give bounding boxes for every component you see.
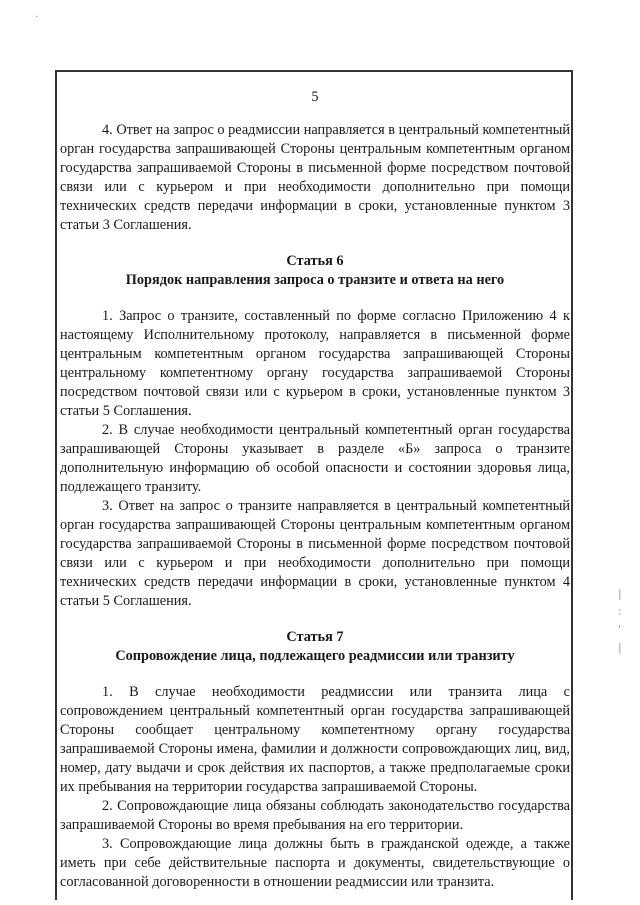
scan-margin-marks: | : ' | (618, 587, 622, 654)
paragraph-art5-item4: 4. Ответ на запрос о реадмиссии направляется в центральный компетентный орган государства запрашивающей Стороны центральным компетентным органом государства запрашиваемой Стороны в письменной форме посредством почтовой связи или с курьером и при необходимости дополнительно при помощи технических средств передачи информации в сроки, установленные пунктом 3 статьи 3 Соглашения. (60, 122, 570, 233)
article-6-subtitle: Порядок направления запроса о транзите и ответа на него (125, 272, 505, 288)
paragraph-art7-item3: 3. Сопровождающие лица должны быть в гражданской одежде, а также иметь при себе действительные паспорта и документы, свидетельствующие о согласованной договоренности в отношении реадмиссии или транзита. (60, 836, 570, 890)
scan-speck: · (35, 12, 39, 23)
document-page (60, 88, 570, 892)
paragraph-art6-item1: 1. Запрос о транзите, составленный по форме согласно Приложению 4 к настоящему Исполнительному протоколу, направляется в письменной форме центральным компетентным органом государства запрашивающей Стороны центральному компетентному органу государства запрашиваемой Стороны посредством почтовой связи или с курьером в сроки, установленные пунктом 3 статьи 5 Соглашения. (60, 308, 570, 419)
page-number: 5 (311, 89, 319, 105)
article-6-title: Статья 6 (286, 253, 344, 269)
paragraph-art6-item2: 2. В случае необходимости центральный компетентный орган государства запрашивающей Стороны указывает в разделе «Б» запроса о транзите дополнительную информацию об особой опасности и состоянии здоровья лица, подлежащего транзиту. (60, 422, 570, 495)
paragraph-art7-item1: 1. В случае необходимости реадмиссии или транзита лица с сопровождением центральный компетентный орган государства запрашивающей Стороны сообщает центральному компетентному органу государства запрашиваемой Стороны имена, фамилии и должности сопровождающих лиц, вид, номер, дату выдачи и срок действия их паспортов, а также предполагаемые сроки их пребывания на территории государства запрашиваемой Стороны. (60, 684, 570, 795)
article-7-title: Статья 7 (286, 629, 344, 645)
article-7-subtitle: Сопровождение лица, подлежащего реадмиссии или транзиту (115, 648, 515, 664)
paragraph-art6-item3: 3. Ответ на запрос о транзите направляется в центральный компетентный орган государства запрашивающей Стороны центральным компетентным органом государства запрашиваемой Стороны в письменной форме посредством почтовой связи или с курьером и при необходимости дополнительно при помощи технических средств передачи информации в сроки, установленные пунктом 4 статьи 5 Соглашения. (60, 498, 570, 609)
paragraph-art7-item2: 2. Сопровождающие лица обязаны соблюдать законодательство государства запрашиваемой Стороны во время пребывания на его территории. (60, 798, 570, 833)
